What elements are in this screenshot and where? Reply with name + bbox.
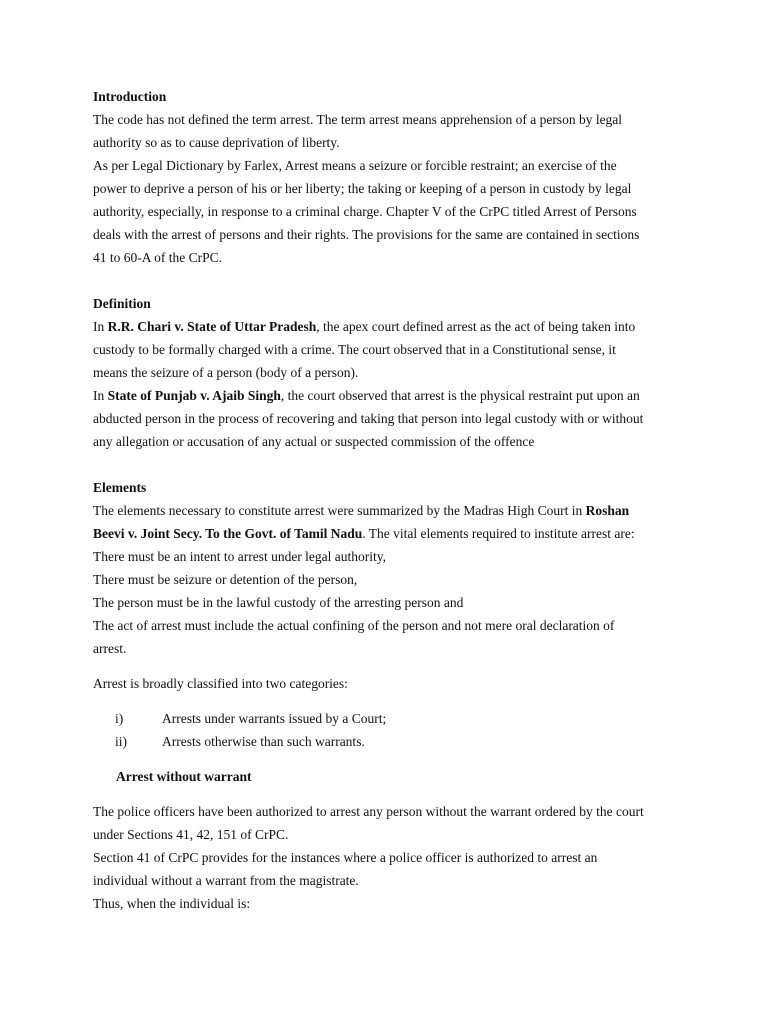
list-number: i) <box>115 711 124 726</box>
case-name: R.R. Chari v. State of Uttar Pradesh <box>107 319 317 334</box>
subheading-arrest-without-warrant: Arrest without warrant <box>116 769 252 784</box>
list-text: Arrests otherwise than such warrants. <box>162 734 365 749</box>
text-span: , the apex court defined arrest as the act of being taken into <box>316 319 636 334</box>
section-heading-elements: Elements <box>93 480 147 495</box>
element-item: There must be seizure or detention of the person, <box>93 572 358 587</box>
paragraph-line: authority, especially, in response to a criminal charge. Chapter V of the CrPC titled Arrest of Persons <box>93 204 637 219</box>
text-span: In <box>93 388 108 403</box>
list-item <box>93 707 678 730</box>
paragraph-line: means the seizure of a person (body of a person). <box>93 365 359 380</box>
case-name: Roshan <box>585 503 630 518</box>
element-item: arrest. <box>93 641 127 656</box>
paragraph-line: As per Legal Dictionary by Farlex, Arrest means a seizure or forcible restraint; an exercise of the <box>93 158 617 173</box>
text-span: In <box>93 319 108 334</box>
paragraph-line: The code has not defined the term arrest. The term arrest means apprehension of a person by legal <box>93 112 623 127</box>
element-item: The act of arrest must include the actual confining of the person and not mere oral declaration of <box>93 618 615 633</box>
paragraph-line: Arrest is broadly classified into two categories: <box>93 676 348 691</box>
list-number: ii) <box>115 734 127 749</box>
paragraph-line <box>93 315 678 338</box>
element-item: There must be an intent to arrest under legal authority, <box>93 549 387 564</box>
text-span: The elements necessary to constitute arrest were summarized by the Madras High Court in <box>93 503 586 518</box>
text-span: . The vital elements required to institute arrest are: <box>362 526 635 541</box>
paragraph-line <box>93 499 678 522</box>
paragraph-line: Section 41 of CrPC provides for the instances where a police officer is authorized to arrest an <box>93 850 598 865</box>
paragraph-line: any allegation or accusation of any actual or suspected commission of the offence <box>93 434 535 449</box>
paragraph-line: under Sections 41, 42, 151 of CrPC. <box>93 827 289 842</box>
section-heading-definition: Definition <box>93 296 151 311</box>
paragraph-line: Thus, when the individual is: <box>93 896 251 911</box>
case-name: Beevi v. Joint Secy. To the Govt. of Tamil Nadu <box>93 526 363 541</box>
list-text: Arrests under warrants issued by a Court; <box>162 711 387 726</box>
paragraph-line <box>93 522 678 545</box>
list-item <box>93 730 678 753</box>
case-name: State of Punjab v. Ajaib Singh <box>107 388 281 403</box>
text-span: , the court observed that arrest is the physical restraint put upon an <box>280 388 640 403</box>
element-item: The person must be in the lawful custody of the arresting person and <box>93 595 464 610</box>
paragraph-line: custody to be formally charged with a crime. The court observed that in a Constitutional sense, it <box>93 342 616 357</box>
paragraph-line: deals with the arrest of persons and their rights. The provisions for the same are contained in sections <box>93 227 640 242</box>
paragraph-line: The police officers have been authorized to arrest any person without the warrant ordered by the court <box>93 804 644 819</box>
paragraph-line: 41 to 60-A of the CrPC. <box>93 250 223 265</box>
section-heading-introduction: Introduction <box>93 89 167 104</box>
paragraph-line <box>93 384 678 407</box>
paragraph-line: individual without a warrant from the magistrate. <box>93 873 359 888</box>
paragraph-line: abducted person in the process of recovering and taking that person into legal custody with or without <box>93 411 644 426</box>
paragraph-line: authority so as to cause deprivation of liberty. <box>93 135 340 150</box>
paragraph-line: power to deprive a person of his or her liberty; the taking or keeping of a person in custody by legal <box>93 181 632 196</box>
document-page <box>93 85 678 915</box>
